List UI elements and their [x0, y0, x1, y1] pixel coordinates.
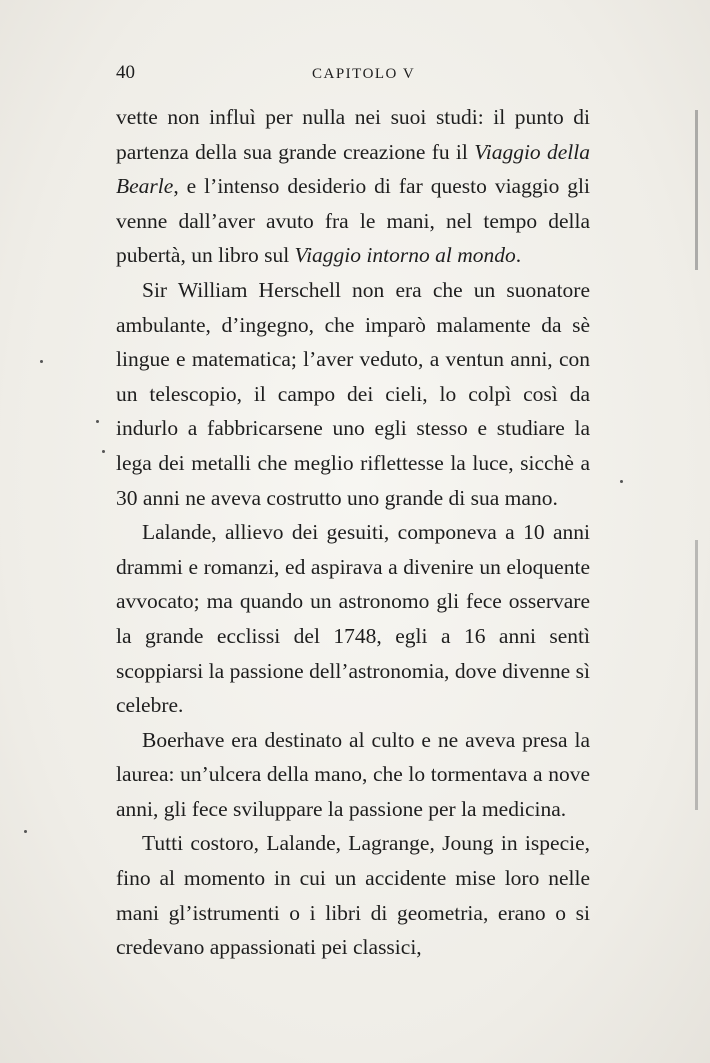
book-title-viaggio-intorno-al-mondo: Viaggio intorno al mondo [294, 243, 516, 268]
body-text [116, 100, 590, 965]
paragraph-1-text-c: . [515, 243, 522, 268]
scan-speck [24, 830, 27, 833]
page-header [116, 58, 596, 88]
paragraph-1-text-a: vette non influì per nulla nei suoi studi: il punto di partenza della sua grande creazione fu il [116, 105, 590, 164]
scan-speck [620, 480, 623, 483]
chapter-heading: CAPITOLO V [312, 66, 416, 82]
margin-rule-mark [695, 540, 698, 810]
book-title-viaggio-bearle: Viaggio della Bearle [116, 139, 590, 199]
paragraph-1 [116, 100, 590, 273]
margin-rule-mark [695, 110, 698, 270]
scan-speck [96, 420, 99, 423]
paragraph-herschell: Sir William Herschell non era che un suonatore ambulante, d’ingegno, che imparò malamente da sè lingue e matematica; l’aver veduto, a ventun anni, con un telescopio, il campo dei cieli, lo colpì così da indurlo a fabbricarsene uno egli stesso e studiare la lega dei metalli che meglio riflettesse la luce, sicchè a 30 anni ne aveva costrutto uno grande di sua mano. [116, 277, 590, 510]
paragraph-lalande: Lalande, allievo dei gesuiti, componeva a 10 anni drammi e romanzi, ed aspirava a divenire un eloquente avvocato; ma quando un astronomo gli fece osservare la grande ecclissi del 1748, egli a 16 anni sentì scoppiarsi la passione dell’astronomia, dove divenne sì celebre. [116, 520, 590, 718]
page-number: 40 [116, 62, 135, 83]
scan-speck [40, 360, 43, 363]
paragraph-boerhave: Boerhave era destinato al culto e ne aveva presa la laurea: un’ulcera della mano, che lo tormentava a nove anni, gli fece sviluppare la passione per la medicina. [116, 727, 590, 821]
scan-speck [102, 450, 105, 453]
paragraph-tutti-costoro: Tutti costoro, Lalande, Lagrange, Joung in ispecie, fino al momento in cui un accidente mise loro nelle mani gl’istrumenti o i libri di geometria, erano o si credevano appassionati pei classici, [116, 831, 590, 960]
paragraph-1-text-b: , e l’intenso desiderio di far questo viaggio gli venne dall’aver avuto fra le mani, nel tempo della pubertà, un libro sul [116, 174, 590, 268]
